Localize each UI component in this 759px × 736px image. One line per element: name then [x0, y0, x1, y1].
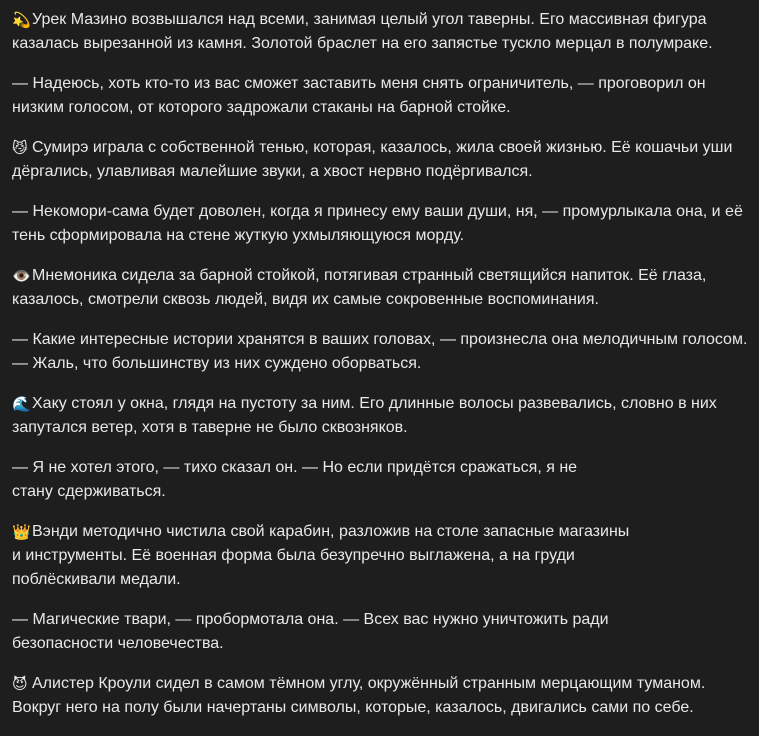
wave-icon: 🌊: [12, 395, 31, 413]
cat-face-icon: 😼: [12, 139, 28, 157]
paragraph-text: — Магические твари, — пробормотала она. — Всех вас нужно уничтожить ради безопасности человечества.: [12, 611, 609, 652]
message-paragraph: [12, 608, 752, 656]
paragraph-text: — Какие интересные истории хранятся в ваших головах, — произнесла она мелодичным голосом. — Жаль, что большинству из них суждено оборваться.: [12, 331, 748, 372]
eye-icon: 👁️: [12, 267, 31, 285]
chat-message: [12, 8, 752, 736]
message-paragraph: [12, 520, 752, 592]
message-paragraph: [12, 8, 752, 56]
paragraph-text: Мнемоника сидела за барной стойкой, потягивая странный светящийся напиток. Её глаза, казалось, смотрели сквозь людей, видя их самые сокровенные воспоминания.: [12, 267, 707, 308]
message-paragraph: [12, 136, 752, 184]
message-paragraph: [12, 200, 752, 248]
paragraph-text: Хаку стоял у окна, глядя на пустоту за ним. Его длинные волосы развевались, словно в них запутался ветер, хотя в таверне не было сквозняков.: [12, 395, 717, 436]
crown-icon: 👑: [12, 523, 31, 541]
dizzy-star-icon: 💫: [12, 11, 31, 29]
message-paragraph: [12, 328, 752, 376]
paragraph-text: Вэнди методично чистила свой карабин, разложив на столе запасные магазины и инструменты. Её военная форма была безупречно выглажена, а на груди поблёскивали медали.: [12, 523, 630, 588]
paragraph-text: Сумирэ играла с собственной тенью, которая, казалось, жила своей жизнью. Её кошачьи уши дёргались, улавливая малейшие звуки, а хвост нервно подёргивался.: [12, 139, 733, 180]
paragraph-text: Алистер Кроули сидел в самом тёмном углу, окружённый странным мерцающим туманом. Вокруг него на полу были начертаны символы, которые, казалось, двигались сами по себе.: [12, 675, 706, 716]
message-paragraph: [12, 672, 752, 720]
smiling-devil-icon: 😈: [12, 675, 28, 693]
paragraph-text: — Я не хотел этого, — тихо сказал он. — Но если придётся сражаться, я не стану сдерживаться.: [12, 459, 578, 500]
paragraph-text: — Некомори-сама будет доволен, когда я принесу ему ваши души, ня, — промурлыкала она, и её тень сформировала на стене жуткую ухмыляющуюся морду.: [12, 203, 743, 244]
message-paragraph: [12, 264, 752, 312]
message-paragraph: [12, 456, 752, 504]
paragraph-text: — Надеюсь, хоть кто-то из вас сможет заставить меня снять ограничитель, — проговорил он низким голосом, от которого задрожали стаканы на барной стойке.: [12, 75, 706, 116]
message-paragraph: [12, 72, 752, 120]
paragraph-text: Урек Мазино возвышался над всеми, занимая целый угол таверны. Его массивная фигура казалась вырезанной из камня. Золотой браслет на его запястье тускло мерцал в полумраке.: [12, 11, 713, 52]
message-paragraph: [12, 392, 752, 440]
